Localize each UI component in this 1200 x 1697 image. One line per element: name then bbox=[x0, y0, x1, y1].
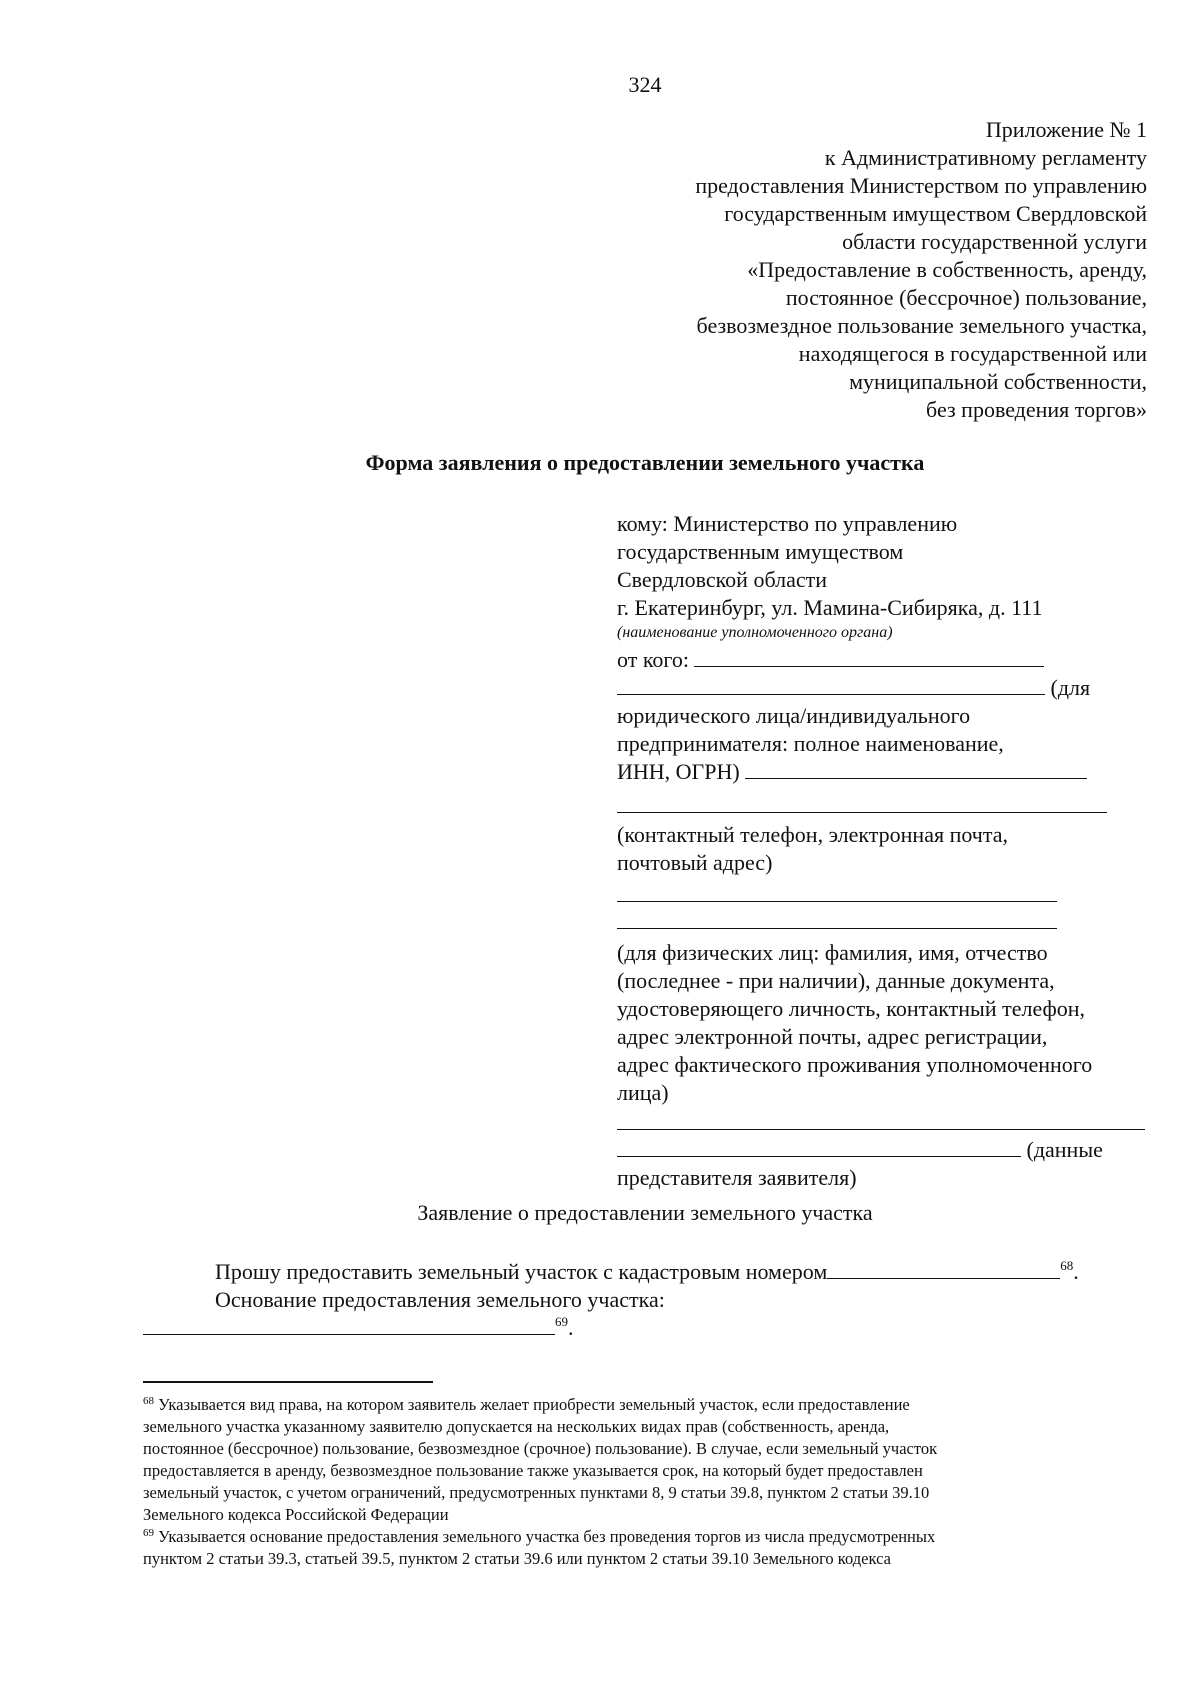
request-line: Прошу предоставить земельный участок с кадастровым номером $^{68}$. bbox=[215, 1258, 1079, 1284]
appendix-line: «Предоставление в собственность, аренду, bbox=[747, 257, 1147, 282]
footnote-line bbox=[143, 1394, 1143, 1416]
physical-line: (последнее - при наличии), данные документа, bbox=[617, 968, 1055, 993]
footnote-line: земельный участок, с учетом ограничений, предусмотренных пунктами 8, 9 статьи 39.8, пунктом 2 статьи 39.10 bbox=[143, 1483, 930, 1502]
inn-blank[interactable] bbox=[745, 758, 1087, 779]
to-line: государственным имуществом bbox=[617, 539, 904, 564]
representative-suffix: (данные bbox=[1026, 1137, 1103, 1162]
appendix-line: безвозмездное пользование земельного участка, bbox=[696, 313, 1147, 338]
physical-line: лица) bbox=[617, 1080, 669, 1105]
page-number: 324 bbox=[628, 72, 662, 97]
physical-blank-2[interactable] bbox=[617, 908, 1057, 929]
appendix-line: находящегося в государственной или bbox=[798, 341, 1147, 366]
footnote-line: пунктом 2 статьи 39.3, статьей 39.5, пунктом 2 статьи 39.6 или пунктом 2 статьи 39.10 Земельного кодекса bbox=[143, 1549, 891, 1568]
cadastral-number-blank[interactable] bbox=[827, 1258, 1060, 1279]
addressee-block bbox=[617, 510, 1177, 1192]
request-text: Прошу предоставить земельный участок с кадастровым номером bbox=[215, 1259, 828, 1284]
appendix-header bbox=[587, 116, 1147, 424]
from-blank[interactable] bbox=[694, 646, 1044, 667]
basis-line: Основание предоставления земельного участка: bbox=[215, 1287, 665, 1312]
physical-line: адрес фактического проживания уполномоченного bbox=[617, 1052, 1093, 1077]
footnote-text: Указывается вид права, на котором заявитель желает приобрести земельный участок, если предоставление bbox=[158, 1395, 910, 1414]
representative-row bbox=[617, 1136, 1177, 1164]
footnote-marker: 68 bbox=[143, 1395, 154, 1407]
form-title: Форма заявления о предоставлении земельного участка bbox=[365, 450, 925, 475]
footnote-ref-68: 68 bbox=[1060, 1258, 1074, 1273]
physical-line: адрес электронной почты, адрес регистрации, bbox=[617, 1024, 1048, 1049]
legal-line: юридического лица/индивидуального bbox=[617, 703, 971, 728]
appendix-line: Приложение № 1 bbox=[985, 117, 1147, 142]
footnote-ref-69: 69 bbox=[555, 1314, 568, 1329]
representative-blank-1[interactable] bbox=[617, 1109, 1145, 1130]
inn-label: ИНН, ОГРН) bbox=[617, 759, 740, 784]
basis-blank-row: $^{69}$. bbox=[143, 1314, 1143, 1342]
appendix-line: области государственной услуги bbox=[842, 229, 1147, 254]
footnote-text: Указывается основание предоставления земельного участка без проведения торгов из числа предусмотренных bbox=[158, 1527, 936, 1546]
from-label: от кого: bbox=[617, 647, 689, 672]
physical-line: (для физических лиц: фамилия, имя, отчество bbox=[617, 940, 1048, 965]
basis-blank[interactable] bbox=[143, 1314, 555, 1335]
to-line: кому: Министерство по управлению bbox=[617, 511, 958, 536]
footnote-line: постоянное (бессрочное) пользование, безвозмездное (срочное) пользование). В случае, если земельный участок bbox=[143, 1439, 938, 1458]
application-body bbox=[143, 1258, 1143, 1342]
appendix-line: постоянное (бессрочное) пользование, bbox=[785, 285, 1147, 310]
footnote-line: земельного участка указанному заявителю допускается на нескольких видах прав (собственность, аренда, bbox=[143, 1417, 890, 1436]
representative-line: представителя заявителя) bbox=[617, 1165, 857, 1190]
footnote-line: Земельного кодекса Российской Федерации bbox=[143, 1505, 449, 1524]
appendix-line: к Административному регламенту bbox=[824, 145, 1147, 170]
footnote-line bbox=[143, 1526, 1143, 1548]
legal-suffix: (для bbox=[1050, 675, 1091, 700]
physical-blank-1[interactable] bbox=[617, 881, 1057, 902]
appendix-line: без проведения торгов» bbox=[926, 397, 1147, 422]
legal-entity-blank[interactable] bbox=[617, 674, 1045, 695]
application-title: Заявление о предоставлении земельного участка bbox=[417, 1200, 873, 1225]
appendix-line: муниципальной собственности, bbox=[849, 369, 1147, 394]
from-row bbox=[617, 646, 1177, 674]
footnote-separator bbox=[143, 1381, 433, 1383]
contact-blank[interactable] bbox=[617, 792, 1107, 813]
legal-line: предпринимателя: полное наименование, bbox=[617, 731, 1004, 756]
to-line: Свердловской области bbox=[617, 567, 827, 592]
appendix-line: предоставления Министерством по управлению bbox=[695, 173, 1147, 198]
legal-entity-row bbox=[617, 674, 1177, 702]
to-hint: (наименование уполномоченного органа) bbox=[617, 624, 893, 641]
inn-row bbox=[617, 758, 1177, 786]
to-line: г. Екатеринбург, ул. Мамина-Сибиряка, д. 111 bbox=[617, 595, 1043, 620]
contact-line: (контактный телефон, электронная почта, bbox=[617, 822, 1008, 847]
physical-line: удостоверяющего личность, контактный телефон, bbox=[617, 996, 1086, 1021]
footnote-line: предоставляется в аренду, безвозмездное пользование также указывается срок, на который будет предоставлен bbox=[143, 1461, 923, 1480]
footnote-marker: 69 bbox=[143, 1527, 154, 1539]
footnotes bbox=[143, 1394, 1143, 1570]
representative-blank-2[interactable] bbox=[617, 1136, 1021, 1157]
appendix-line: государственным имуществом Свердловской bbox=[724, 201, 1147, 226]
contact-line: почтовый адрес) bbox=[617, 850, 773, 875]
